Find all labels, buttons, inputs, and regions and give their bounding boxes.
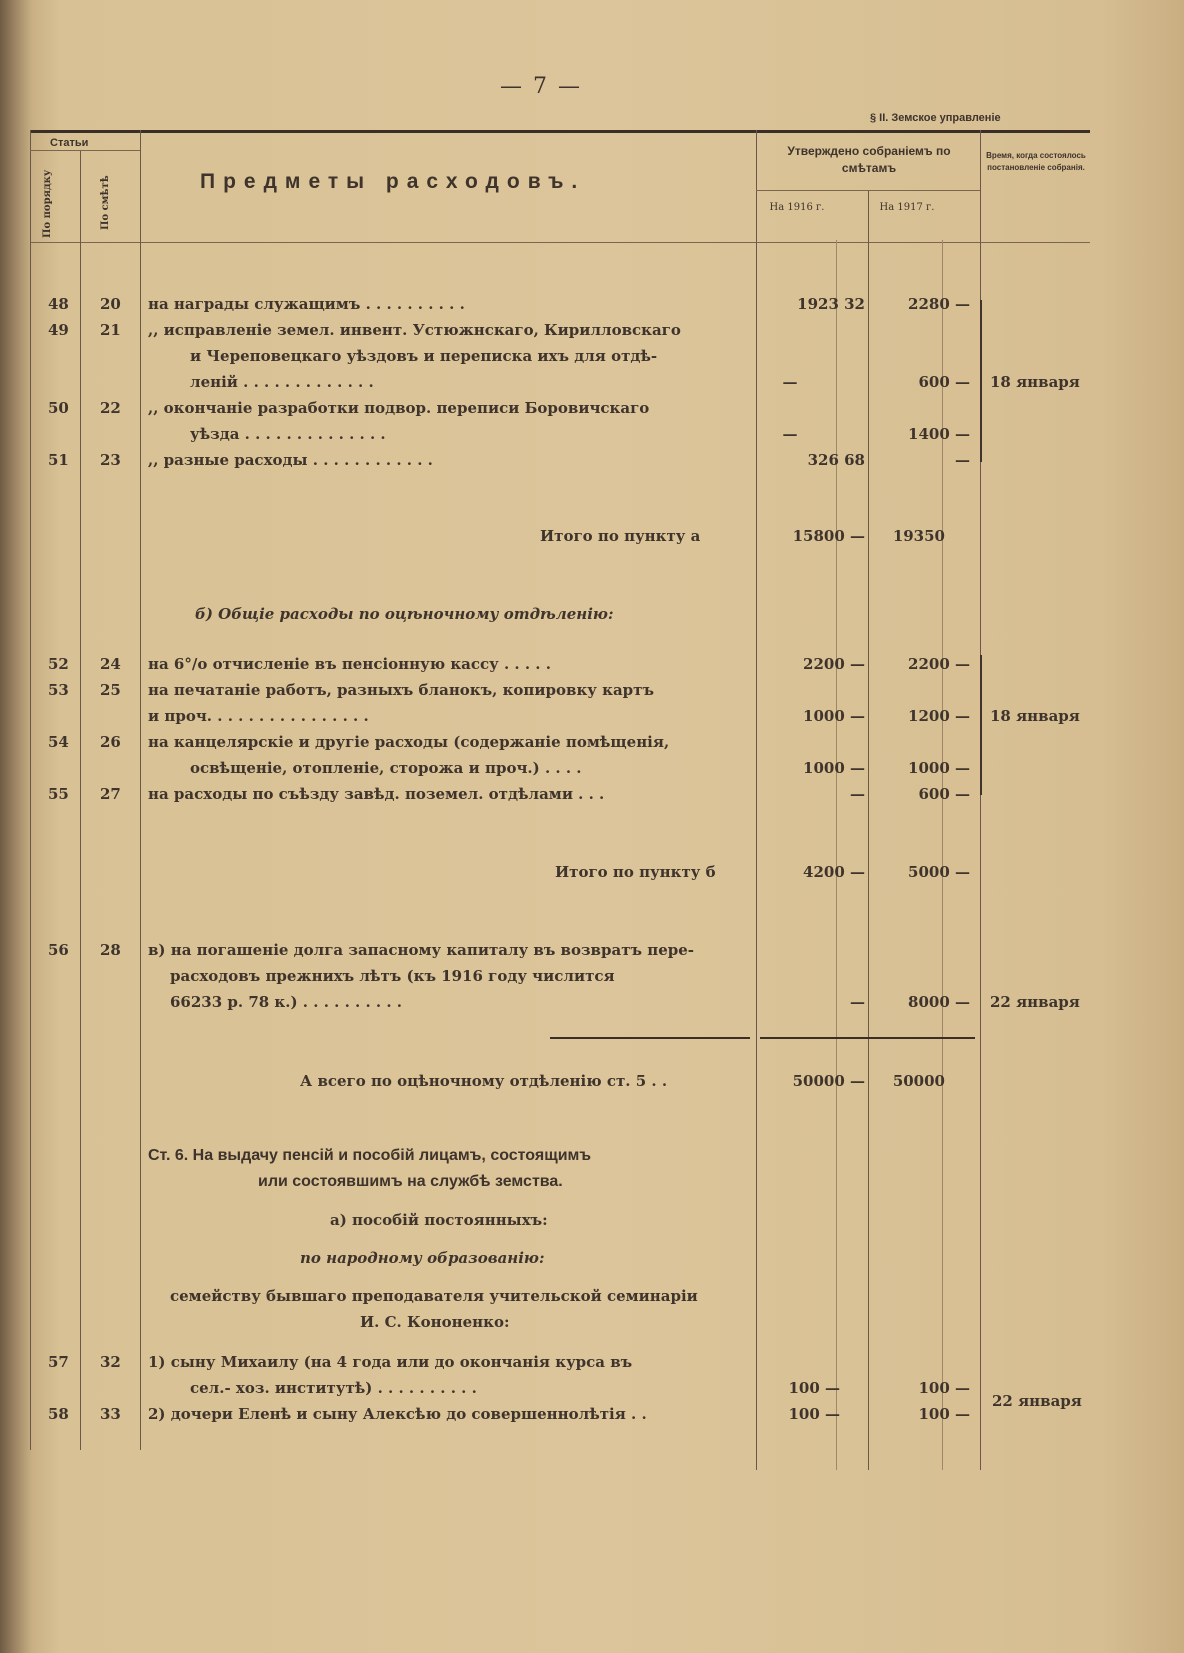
row-1916: 100 — <box>788 1405 840 1423</box>
row-text: ,, разные расходы . . . . . . . . . . . . <box>148 451 433 469</box>
section-6-title: Ст. 6. На выдачу пенсій и пособій лицамъ, состоящимъ <box>148 1147 592 1164</box>
row-text: леній . . . . . . . . . . . . . <box>190 373 374 391</box>
row-num: 51 <box>48 451 69 469</box>
row-1917: 8000 — <box>908 993 970 1011</box>
row-1917: — <box>955 451 970 469</box>
col-divider <box>868 190 869 1470</box>
row-text: ,, окончаніе разработки подвор. переписи Боровичскаго <box>148 399 650 417</box>
row-text: освѣщеніе, отопленіе, сторожа и проч.) . . . . <box>190 759 582 777</box>
header-1917: На 1917 г. <box>879 202 935 213</box>
grand-total-1917: 50000 <box>892 1072 945 1090</box>
row-text: 66233 р. 78 к.) . . . . . . . . . . <box>170 993 403 1011</box>
row-num: 49 <box>48 321 69 339</box>
section-header: § II. Земское управленіе <box>870 112 1001 124</box>
row-1917: 600 — <box>918 373 970 391</box>
date-brace <box>980 300 982 462</box>
row-text: на награды служащимъ . . . . . . . . . . <box>148 295 465 313</box>
subsection-title: б) Общіе расходы по оцѣночному отдѣленію: <box>195 605 614 623</box>
date-label: 22 января <box>992 1392 1082 1410</box>
row-1917: 1400 — <box>908 425 970 443</box>
header-po-poryadku: По порядку <box>42 169 53 238</box>
row-1916: 2200 — <box>803 655 865 673</box>
page-number: — 7 — <box>500 74 582 99</box>
table-left-border <box>30 130 31 1450</box>
total-label: Итого по пункту б <box>555 863 716 881</box>
row-1917: 100 — <box>918 1405 970 1423</box>
row-num: 55 <box>48 785 69 803</box>
col-divider <box>140 130 141 1450</box>
grand-total-label: А всего по оцѣночному отдѣленію ст. 5 . . <box>300 1072 668 1090</box>
row-smeta: 21 <box>100 321 121 339</box>
header-predmety: Предметы расходовъ. <box>200 170 586 193</box>
row-smeta: 33 <box>100 1405 121 1423</box>
row-1916: — <box>850 993 865 1011</box>
row-1916: — <box>782 425 798 443</box>
date-brace <box>980 655 982 795</box>
row-smeta: 28 <box>100 941 121 959</box>
row-1916: 1000 — <box>803 759 865 777</box>
row-text: семейству бывшаго преподавателя учительской семинаріи <box>170 1287 698 1305</box>
date-label: 22 января <box>990 993 1080 1011</box>
row-num: 56 <box>48 941 69 959</box>
row-smeta: 22 <box>100 399 121 417</box>
row-1916: — <box>782 373 798 391</box>
grand-total-1916: 50000 — <box>792 1072 865 1090</box>
col-divider <box>756 130 757 1470</box>
row-text: 2) дочери Еленѣ и сыну Алексѣю до совершеннолѣтія . . <box>148 1405 647 1423</box>
row-1917: 2280 — <box>908 295 970 313</box>
header-utverzhdeno: Утверждено собраніемъ по смѣтамъ <box>787 144 951 175</box>
total-1916: 15800 — <box>792 527 865 545</box>
sum-rule <box>550 1037 750 1039</box>
row-text: расходовъ прежнихъ лѣтъ (къ 1916 году числится <box>170 967 615 985</box>
row-num: 54 <box>48 733 69 751</box>
row-text: уѣзда . . . . . . . . . . . . . . <box>190 425 386 443</box>
subsection-title: по народному образованію: <box>300 1249 545 1267</box>
sum-rule <box>760 1037 975 1039</box>
row-1917: 100 — <box>918 1379 970 1397</box>
subsection-title: а) пособій постоянныхъ: <box>330 1211 548 1229</box>
row-smeta: 32 <box>100 1353 121 1371</box>
row-1916: 1000 — <box>803 707 865 725</box>
header-bottom-rule <box>30 242 1090 243</box>
row-text: на печатаніе работъ, разныхъ бланокъ, копировку картъ <box>148 681 654 699</box>
row-num: 58 <box>48 1405 69 1423</box>
total-1916: 4200 — <box>803 863 865 881</box>
row-text: на 6°/о отчисленіе въ пенсіонную кассу . . . . . <box>148 655 551 673</box>
rule <box>756 190 980 191</box>
date-label: 18 января <box>990 373 1080 391</box>
row-text: в) на погашеніе долга запасному капиталу въ возвратъ пере- <box>148 941 694 959</box>
col-divider <box>836 240 837 1470</box>
row-smeta: 23 <box>100 451 121 469</box>
header-vremya: Время, когда состоялось постановленіе собранія. <box>986 151 1086 172</box>
row-1917: 1200 — <box>908 707 970 725</box>
rule <box>30 150 140 151</box>
row-1917: 1000 — <box>908 759 970 777</box>
table-top-rule <box>30 130 1090 133</box>
row-1916: 1923 32 <box>797 295 865 313</box>
row-num: 48 <box>48 295 69 313</box>
row-text: И. С. Кононенко: <box>360 1313 510 1331</box>
row-text: 1) сыну Михаилу (на 4 года или до окончанія курса въ <box>148 1353 633 1371</box>
row-num: 52 <box>48 655 69 673</box>
header-po-smete: По смѣтѣ <box>100 175 111 230</box>
row-text: на расходы по съѣзду завѣд. поземел. отдѣлами . . . <box>148 785 605 803</box>
row-smeta: 25 <box>100 681 121 699</box>
col-divider <box>80 150 81 1450</box>
row-smeta: 20 <box>100 295 121 313</box>
row-text: сел.- хоз. институтѣ) . . . . . . . . . . <box>190 1379 477 1397</box>
row-1916: 326 68 <box>807 451 865 469</box>
row-smeta: 24 <box>100 655 121 673</box>
row-text: ,, исправленіе земел. инвент. Устюжнскаго, Кирилловскаго <box>148 321 681 339</box>
row-text: и Череповецкаго уѣздовъ и переписка ихъ для отдѣ- <box>190 347 658 365</box>
total-label: Итого по пункту а <box>540 527 701 545</box>
row-text: на канцелярскіе и другіе расходы (содержаніе помѣщенія, <box>148 733 670 751</box>
row-smeta: 26 <box>100 733 121 751</box>
row-num: 50 <box>48 399 69 417</box>
header-1916: На 1916 г. <box>769 202 825 213</box>
row-1917: 2200 — <box>908 655 970 673</box>
row-1917: 600 — <box>918 785 970 803</box>
row-num: 57 <box>48 1353 69 1371</box>
header-stati: Статьи <box>50 137 89 149</box>
section-6-title: или состоявшимъ на службѣ земства. <box>258 1173 563 1190</box>
total-1917: 5000 — <box>908 863 970 881</box>
row-text: и проч. . . . . . . . . . . . . . . . <box>148 707 369 725</box>
total-1917: 19350 <box>892 527 945 545</box>
date-label: 18 января <box>990 707 1080 725</box>
row-num: 53 <box>48 681 69 699</box>
row-smeta: 27 <box>100 785 121 803</box>
row-1916: 100 — <box>788 1379 840 1397</box>
row-1916: — <box>850 785 865 803</box>
